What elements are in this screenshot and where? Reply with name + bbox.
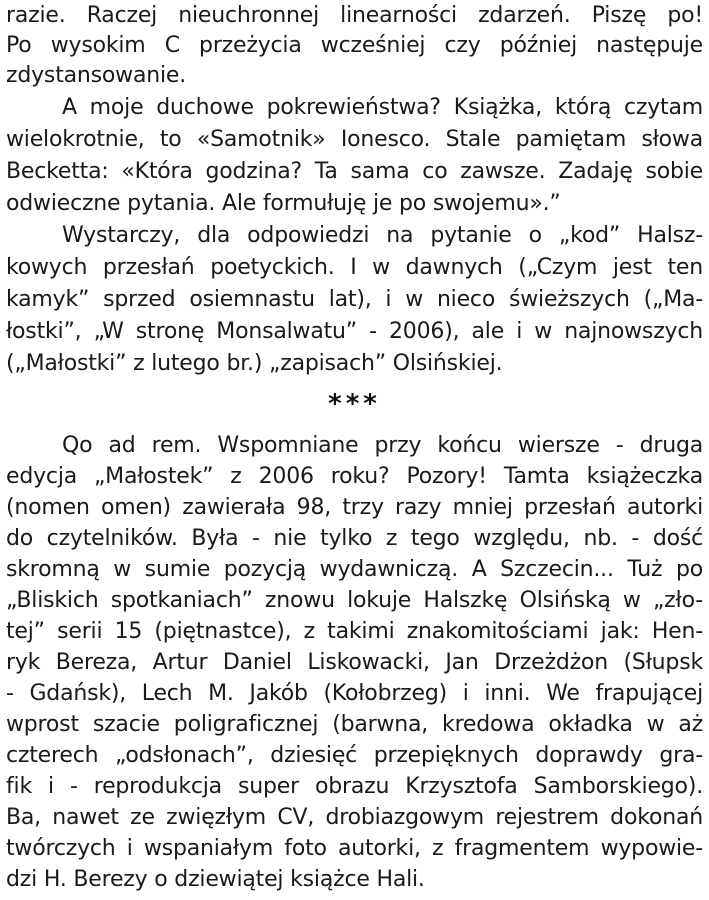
text-line: Wystarczy, dla odpowiedzi na pytanie o „kod” Halsz- [62, 223, 703, 248]
text-line: Ba, nawet ze zwięzłym CV, drobiazgowym rejestrem dokonań [6, 805, 703, 830]
text-line: łostki”, „W stronę Monsalwatu” - 2006), ale i w najnowszych [6, 319, 703, 344]
text-line: A moje duchowe pokrewieństwa? Książka, którą czytam [62, 95, 703, 120]
text-line: wielokrotnie, to «Samotnik» Ionesco. Stale pamiętam słowa [6, 127, 703, 152]
text-line: odwieczne pytania. Ale formułuję je po swojemu».” [6, 191, 561, 216]
text-line: „Bliskich spotkaniach” znowu lokuje Halszkę Olsińską w „zło- [6, 588, 703, 613]
text-line: ryk Bereza, Artur Daniel Liskowacki, Jan Drzeżdżon (Słupsk [6, 650, 703, 675]
text-line: dzi H. Berezy o dziewiątej książce Hali. [6, 867, 425, 892]
text-line: („Małostki” z lutego br.) „zapisach” Olsińskiej. [6, 351, 503, 376]
text-line: Becketta: «Która godzina? Ta sama co zawsze. Zadaję sobie [6, 159, 703, 184]
text-line: - Gdańsk), Lech M. Jakób (Kołobrzeg) i inni. We frapującej [6, 681, 703, 706]
text-line: kowych przesłań poetyckich. I w dawnych („Czym jest ten [6, 255, 703, 280]
text-line: Qo ad rem. Wspomniane przy końcu wiersze - druga [62, 433, 703, 458]
text-line: Po wysokim C przeżycia wcześniej czy później następuje [6, 33, 703, 58]
section-separator: *** [328, 389, 381, 419]
text-line: (nomen omen) zawierała 98, trzy razy mniej przesłań autorki [6, 495, 703, 520]
text-line: czterech „odsłonach”, dziesięć przepięknych doprawdy gra- [6, 743, 703, 768]
text-line: do czytelników. Była - nie tylko z tego względu, nb. - dość [6, 526, 703, 551]
text-line: tej” serii 15 (piętnastce), z takimi znakomitościami jak: Hen- [6, 619, 703, 644]
text-line: skromną w sumie pozycją wydawniczą. A Szczecin... Tuż po [6, 557, 703, 582]
text-line: kamyk” sprzed osiemnastu lat), i w nieco świeższych („Ma- [6, 287, 703, 312]
text-line: fik i - reprodukcja super obrazu Krzysztofa Samborskiego). [6, 774, 703, 799]
text-line: wprost szacie poligraficznej (barwna, kredowa okładka w aż [6, 712, 703, 737]
text-line: edycja „Małostek” z 2006 roku? Pozory! Tamta książeczka [6, 464, 703, 489]
text-line: razie. Raczej nieuchronnej linearności zdarzeń. Piszę po! [6, 3, 703, 28]
text-line: zdystansowanie. [6, 63, 187, 88]
text-line: twórczych i wspaniałym foto autorki, z fragmentem wypowie- [6, 836, 703, 861]
